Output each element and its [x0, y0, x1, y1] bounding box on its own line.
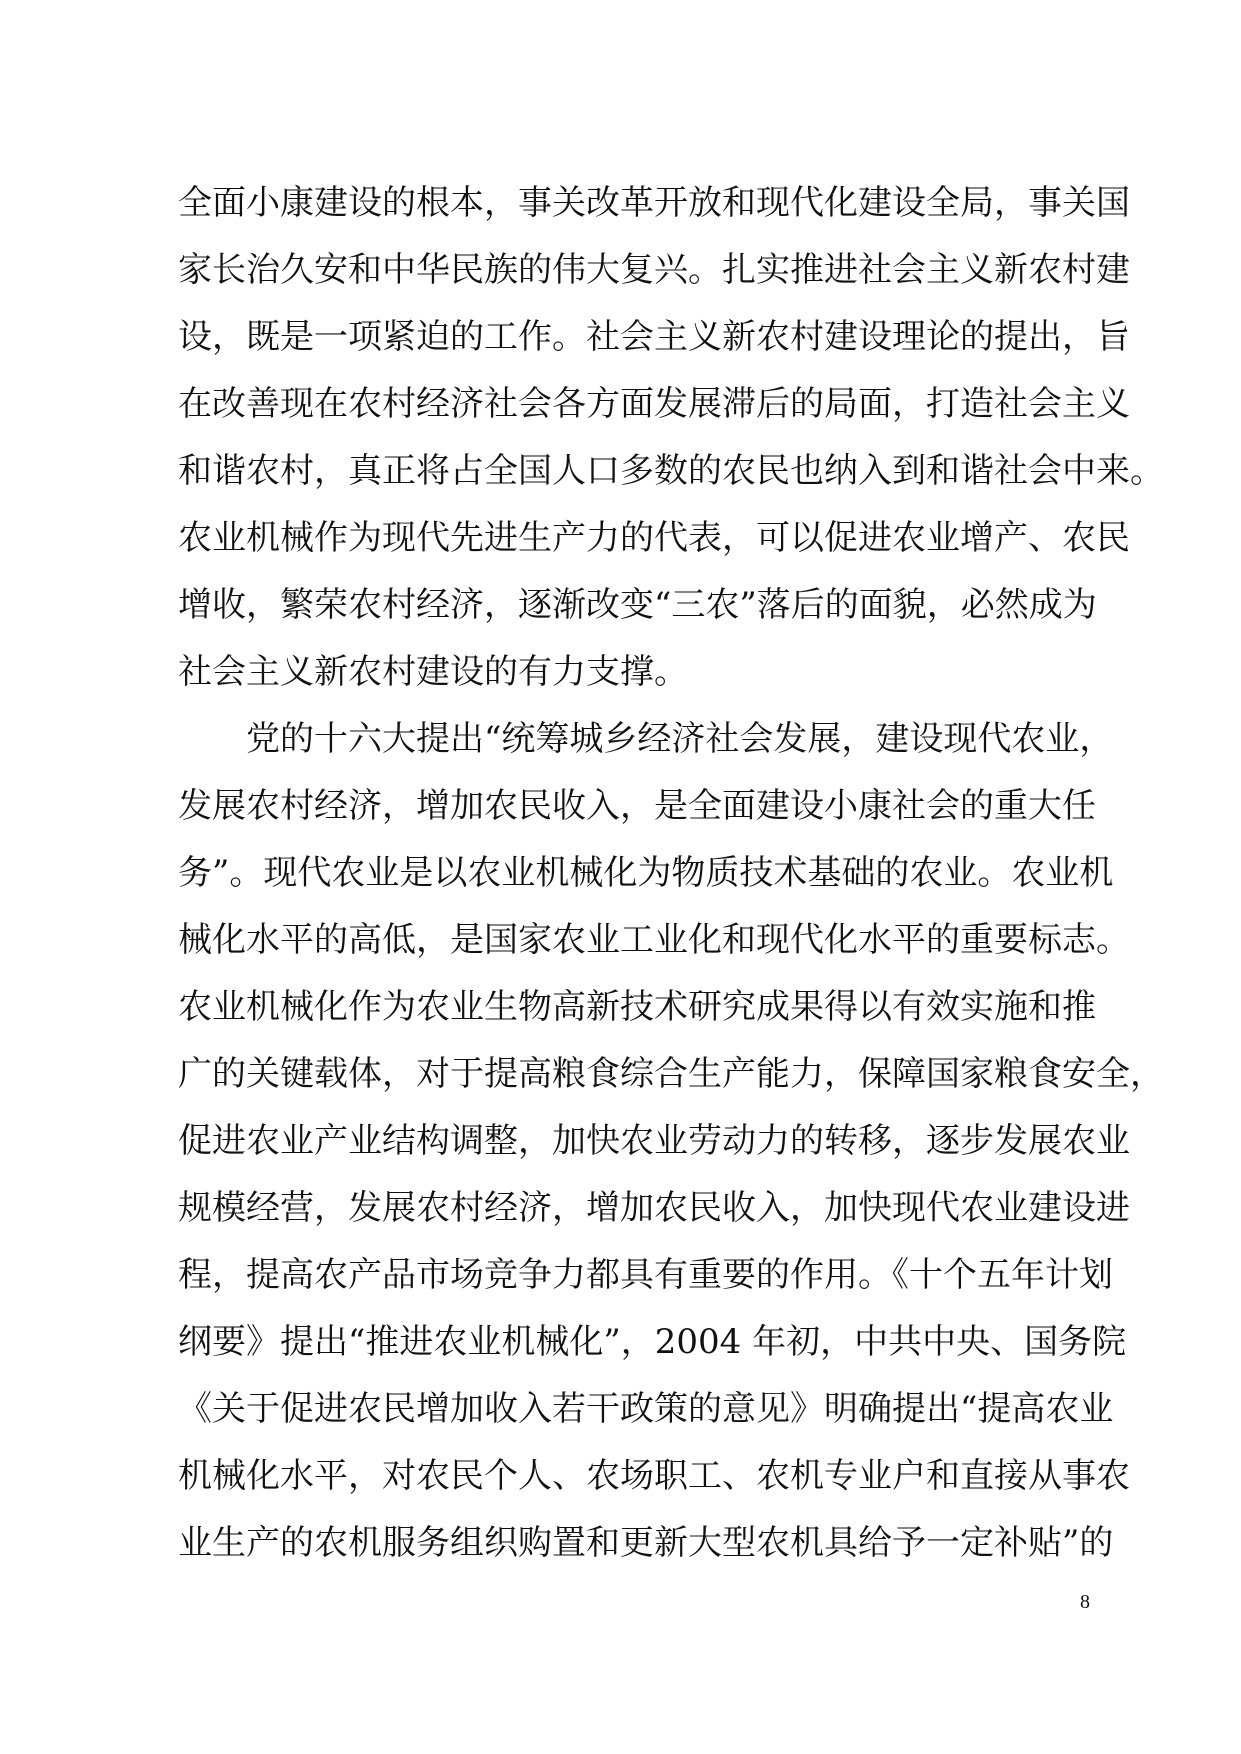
text-line: 程，提高农产品市场竞争力都具有重要的作用。《十个五年计划: [178, 1255, 1113, 1295]
text-line: 务”。现代农业是以农业机械化为物质技术基础的农业。农业机: [178, 853, 1114, 893]
text-line: 机械化水平，对农民个人、农场职工、农机专业户和直接从事农: [178, 1456, 1130, 1496]
text-line: 促进农业产业结构调整，加快农业劳动力的转移，逐步发展农业: [178, 1121, 1130, 1161]
text-line: 和谐农村，真正将占全国人口多数的农民也纳入到和谐社会中来。: [178, 451, 1164, 491]
body-text: [178, 170, 1164, 1577]
text-line: 械化水平的高低，是国家农业工业化和现代化水平的重要标志。: [178, 920, 1130, 960]
text-line: 《关于促进农民增加收入若干政策的意见》明确提出“提高农业: [178, 1389, 1114, 1429]
text-line: 在改善现在农村经济社会各方面发展滞后的局面，打造社会主义: [178, 384, 1130, 424]
text-line: 农业机械作为现代先进生产力的代表，可以促进农业增产、农民: [178, 518, 1130, 558]
text-line: 社会主义新农村建设的有力支撑。: [178, 652, 688, 692]
page-number: 8: [1080, 1591, 1090, 1613]
text-line: 设，既是一项紧迫的工作。社会主义新农村建设理论的提出，旨: [178, 317, 1130, 357]
text-line: 增收，繁荣农村经济，逐渐改变“三农”落后的面貌，必然成为: [178, 585, 1097, 625]
text-line: 党的十六大提出“统筹城乡经济社会发展，建设现代农业，: [178, 719, 1114, 759]
text-line: 家长治久安和中华民族的伟大复兴。扎实推进社会主义新农村建: [178, 250, 1130, 290]
text-line: 广的关键载体，对于提高粮食综合生产能力，保障国家粮食安全，: [178, 1054, 1164, 1094]
text-line: 农业机械化作为农业生物高新技术研究成果得以有效实施和推: [178, 987, 1096, 1027]
text-line: 规模经营，发展农村经济，增加农民收入，加快现代农业建设进: [178, 1188, 1130, 1228]
text-line: 全面小康建设的根本，事关改革开放和现代化建设全局，事关国: [178, 183, 1130, 223]
text-line: 发展农村经济，增加农民收入，是全面建设小康社会的重大任: [178, 786, 1096, 826]
text-line: 纲要》提出“推进农业机械化”，2004 年初，中共中央、国务院: [178, 1322, 1127, 1362]
text-line: 业生产的农机服务组织购置和更新大型农机具给予一定补贴”的: [178, 1523, 1114, 1563]
